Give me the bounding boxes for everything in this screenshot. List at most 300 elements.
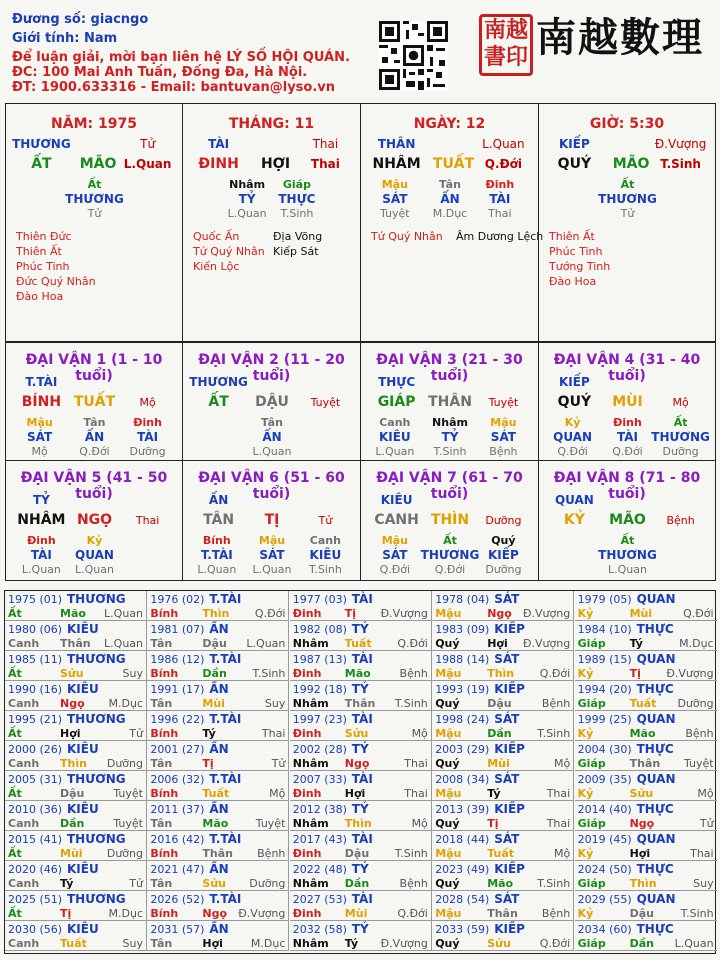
- hidden-stem: Mậu: [258, 534, 286, 547]
- star-item: Kiếp Sát: [273, 245, 319, 258]
- dai-van-cell[interactable]: [538, 460, 716, 581]
- year-god: THƯƠNG: [67, 832, 126, 846]
- year-stem: Bính: [150, 667, 179, 680]
- hidden-stem: Tân: [261, 416, 283, 429]
- year-branch: Thìn: [487, 667, 515, 680]
- year-branch: Tuất: [60, 937, 87, 950]
- life-stage: T.Sinh: [280, 207, 314, 220]
- year-cell[interactable]: [575, 711, 717, 741]
- year-cell[interactable]: [147, 741, 289, 771]
- year-stage: Dưỡng: [249, 877, 286, 890]
- hidden-stem: Ất: [87, 178, 102, 191]
- year-branch: Thân: [487, 907, 518, 920]
- year-cell[interactable]: [575, 651, 717, 681]
- year-cell[interactable]: [432, 771, 574, 801]
- year-cell[interactable]: [147, 891, 289, 921]
- year-stage: Thai: [261, 727, 286, 740]
- year-branch: Tị: [487, 817, 499, 830]
- year-cell[interactable]: [290, 891, 432, 921]
- year-stage: Thai: [404, 787, 428, 800]
- chi-god: Tử: [140, 137, 156, 151]
- year-branch: Tý: [202, 727, 216, 740]
- year-cell[interactable]: [5, 591, 147, 621]
- year-cell[interactable]: [290, 651, 432, 681]
- year-branch: Sửu: [487, 937, 511, 950]
- heavenly-stem: ẤT: [31, 156, 52, 172]
- dai-van-title: ĐẠI VẬN 1 (1 - 10 tuổi): [25, 352, 163, 384]
- year-label: 1975 (01): [8, 593, 63, 606]
- earthly-branch: TUẤT: [73, 394, 116, 410]
- year-stage: Mộ: [269, 787, 286, 800]
- year-stem: Ất: [8, 727, 22, 740]
- year-branch: Tuất: [202, 787, 230, 800]
- hidden-god: ẤN: [440, 192, 460, 206]
- year-branch: Dậu: [60, 787, 85, 800]
- year-stage: Tuyệt: [255, 817, 286, 830]
- dai-van-cell[interactable]: [360, 342, 539, 461]
- dai-van-title: ĐẠI VẬN 7 (61 - 70 tuổi): [376, 470, 523, 502]
- dai-van-cell[interactable]: [5, 460, 183, 581]
- year-god: TỶ: [351, 862, 369, 876]
- year-cell[interactable]: [5, 711, 147, 741]
- hidden-stem: Tân: [83, 416, 106, 429]
- lien-he-text[interactable]: ĐT: 1900.633316 - Email: bantuvan@lyso.vn: [12, 80, 336, 95]
- year-stem: Canh: [8, 637, 40, 650]
- year-label: 2010 (36): [8, 803, 63, 816]
- year-label: 2006 (32): [150, 773, 205, 786]
- dia-chi-text: ĐC: 100 Mai Anh Tuấn, Đống Đa, Hà Nội.: [12, 65, 308, 80]
- hidden-god: SÁT: [27, 430, 53, 444]
- year-stem: Giáp: [577, 817, 606, 830]
- year-branch: Dần: [202, 667, 227, 680]
- year-god: ẤN: [209, 742, 229, 756]
- year-label: 1995 (21): [8, 713, 63, 726]
- year-label: 2025 (51): [8, 893, 63, 906]
- year-cell[interactable]: [290, 741, 432, 771]
- year-god: THỰC: [636, 802, 674, 816]
- earthly-branch: THÂN: [428, 394, 472, 410]
- year-branch: Ngọ: [60, 697, 85, 710]
- year-label: 2031 (57): [150, 923, 205, 936]
- dai-van-cell[interactable]: [538, 342, 716, 461]
- year-label: 2016 (42): [150, 833, 205, 846]
- year-god: KIẾP: [494, 682, 525, 696]
- heavenly-stem: ẤT: [208, 394, 229, 410]
- year-cell[interactable]: [290, 831, 432, 861]
- year-label: 1987 (13): [292, 653, 347, 666]
- dai-van-cell[interactable]: [360, 460, 539, 581]
- year-god: KIÊU: [67, 922, 99, 936]
- year-cell[interactable]: [432, 711, 574, 741]
- year-branch: Thìn: [344, 817, 372, 830]
- year-branch: Dậu: [629, 907, 654, 920]
- year-label: 1992 (18): [292, 683, 347, 696]
- year-stage: T.Sinh: [252, 667, 286, 680]
- year-branch: Thân: [629, 757, 661, 770]
- year-branch: Mùi: [344, 907, 368, 920]
- year-branch: Ngọ: [202, 907, 228, 920]
- year-label: 2030 (56): [8, 923, 63, 936]
- year-cell[interactable]: [290, 621, 432, 651]
- year-stem: Đinh: [292, 727, 322, 740]
- year-label: 2018 (44): [435, 833, 490, 846]
- year-cell[interactable]: [575, 921, 717, 951]
- year-label: 2023 (49): [435, 863, 490, 876]
- year-label: 1986 (12): [150, 653, 205, 666]
- year-cell[interactable]: [432, 861, 574, 891]
- life-stage: Thai: [488, 207, 512, 220]
- hidden-god: THƯƠNG: [651, 430, 710, 444]
- star-item: Thiên Đức: [16, 230, 72, 243]
- year-stage: Mộ: [697, 787, 714, 800]
- year-god: T.TÀI: [209, 832, 242, 846]
- year-stem: Ất: [8, 607, 22, 620]
- hidden-stem: Mậu: [381, 178, 408, 191]
- year-god: KIẾP: [494, 802, 525, 816]
- year-cell[interactable]: [432, 741, 574, 771]
- year-cell[interactable]: [147, 771, 289, 801]
- year-stage: Q.Đới: [539, 937, 571, 950]
- year-cell[interactable]: [575, 891, 717, 921]
- year-god: TÀI: [351, 832, 373, 846]
- year-cell[interactable]: [575, 681, 717, 711]
- year-label: 1988 (14): [435, 653, 490, 666]
- year-label: 2004 (30): [577, 743, 632, 756]
- year-label: 1979 (05): [577, 593, 632, 606]
- earthly-branch: TUẤT: [432, 156, 475, 172]
- year-god: QUAN: [636, 592, 676, 606]
- hidden-god: ẤN: [84, 430, 105, 444]
- chi-star: L.Quan: [123, 157, 172, 171]
- year-cell[interactable]: [5, 921, 147, 951]
- year-god: QUAN: [636, 772, 676, 786]
- year-cell[interactable]: [575, 591, 717, 621]
- year-stage: Tuyệt: [113, 817, 143, 830]
- pillar-cell[interactable]: [5, 103, 183, 342]
- year-stage: Thai: [546, 787, 571, 800]
- year-stage: Bệnh: [399, 877, 428, 890]
- year-branch: Mão: [487, 877, 514, 890]
- year-cell[interactable]: [5, 831, 147, 861]
- hidden-stem: Ất: [620, 178, 635, 191]
- year-label: 2033 (59): [435, 923, 490, 936]
- year-stem: Nhâm: [292, 817, 329, 830]
- can-god: THÂN: [377, 137, 416, 151]
- year-stem: Quý: [435, 937, 460, 950]
- year-god: THỰC: [636, 922, 674, 936]
- year-cell[interactable]: [290, 771, 432, 801]
- star-item: Quốc Ấn: [193, 230, 240, 243]
- year-cell[interactable]: [147, 861, 289, 891]
- year-label: 2012 (38): [292, 803, 347, 816]
- year-stage: M.Dục: [108, 907, 143, 920]
- year-god: KIẾP: [494, 742, 525, 756]
- year-label: 2007 (33): [292, 773, 347, 786]
- year-god: THƯƠNG: [67, 712, 126, 726]
- year-cell[interactable]: [147, 831, 289, 861]
- year-label: 2009 (35): [577, 773, 632, 786]
- hidden-stage: Mộ: [31, 445, 48, 458]
- year-god: ẤN: [209, 682, 229, 696]
- year-stage: Bệnh: [541, 697, 571, 710]
- hidden-stem: Kỷ: [86, 534, 103, 547]
- year-god: QUAN: [636, 892, 676, 906]
- year-stem: Bính: [150, 607, 179, 620]
- year-god: TỶ: [351, 682, 369, 696]
- qr-code-icon[interactable]: [379, 21, 448, 90]
- year-stem: Nhâm: [292, 757, 329, 770]
- year-cell[interactable]: [575, 801, 717, 831]
- year-cell[interactable]: [290, 921, 432, 951]
- year-branch: Dần: [60, 817, 85, 830]
- year-stem: Kỷ: [577, 667, 594, 680]
- earthly-branch: MÃO: [609, 512, 646, 528]
- hidden-stage: L.Quan: [75, 563, 114, 576]
- year-stage: Đ.Vượng: [666, 667, 714, 680]
- year-cell[interactable]: [290, 591, 432, 621]
- year-stage: Q.Đới: [397, 637, 428, 650]
- hidden-stem: Quý: [491, 534, 516, 547]
- hidden-god: QUAN: [553, 430, 593, 444]
- year-stage: Tử: [699, 817, 714, 830]
- year-cell[interactable]: [290, 711, 432, 741]
- hidden-god: SÁT: [490, 430, 516, 444]
- year-god: ẤN: [209, 802, 229, 816]
- life-stage: Tuyệt: [310, 396, 341, 409]
- year-god: SÁT: [494, 892, 520, 906]
- pillar-title: GIỜ: 5:30: [589, 116, 665, 132]
- year-stem: Kỷ: [577, 907, 594, 920]
- year-stem: Mậu: [435, 847, 462, 860]
- year-cell[interactable]: [5, 801, 147, 831]
- year-cell[interactable]: [147, 681, 289, 711]
- year-label: 2017 (43): [292, 833, 347, 846]
- dai-van-title: ĐẠI VẬN 2 (11 - 20 tuổi): [198, 352, 345, 384]
- year-god: T.TÀI: [209, 592, 242, 606]
- heavenly-stem: NHÂM: [17, 512, 66, 528]
- hidden-god: TÀI: [489, 192, 511, 206]
- header: [0, 0, 720, 100]
- year-branch: Tuất: [344, 637, 372, 650]
- hidden-stem: Tân: [439, 178, 461, 191]
- year-god: THƯƠNG: [67, 892, 126, 906]
- year-god: TÀI: [351, 652, 373, 666]
- year-cell[interactable]: [5, 681, 147, 711]
- life-stage: Bệnh: [666, 514, 695, 527]
- year-cell[interactable]: [432, 801, 574, 831]
- earthly-branch: MÙI: [612, 394, 643, 410]
- year-label: 1990 (16): [8, 683, 63, 696]
- year-stage: Mộ: [553, 757, 571, 770]
- year-branch: Hợi: [344, 787, 366, 800]
- year-god: KIÊU: [67, 802, 99, 816]
- hidden-stage: Q.Đới: [557, 445, 588, 458]
- year-cell[interactable]: [432, 621, 574, 651]
- dai-van-title: ĐẠI VẬN 5 (41 - 50 tuổi): [20, 470, 168, 502]
- year-cell[interactable]: [432, 891, 574, 921]
- hidden-stage: T.Sinh: [433, 445, 467, 458]
- year-stem: Giáp: [577, 637, 606, 650]
- year-stem: Kỷ: [577, 847, 594, 860]
- year-cell[interactable]: [432, 681, 574, 711]
- year-branch: Thân: [60, 637, 91, 650]
- hidden-god: KIÊU: [309, 548, 342, 562]
- year-stage: Tử: [271, 757, 286, 770]
- year-cell[interactable]: [147, 801, 289, 831]
- year-cell[interactable]: [575, 861, 717, 891]
- year-cell[interactable]: [5, 771, 147, 801]
- life-stage: M.Dục: [432, 207, 468, 220]
- hidden-god: THỰC: [278, 192, 316, 206]
- year-god: TỶ: [351, 622, 369, 636]
- year-cell[interactable]: [147, 711, 289, 741]
- year-cell[interactable]: [5, 891, 147, 921]
- year-stage: Q.Đới: [683, 607, 714, 620]
- year-label: 1981 (07): [150, 623, 205, 636]
- year-stage: Mộ: [411, 727, 428, 740]
- year-stage: M.Dục: [250, 937, 286, 950]
- hidden-god: SÁT: [382, 192, 408, 206]
- year-stem: Canh: [8, 937, 40, 950]
- hidden-stem: Mậu: [490, 416, 517, 429]
- year-branch: Tý: [487, 787, 501, 800]
- hidden-stem: Nhâm: [229, 178, 266, 191]
- year-stem: Mậu: [435, 607, 462, 620]
- dai-van-cell[interactable]: [182, 460, 361, 581]
- year-cell[interactable]: [5, 621, 147, 651]
- year-branch: Hợi: [202, 937, 223, 950]
- year-cell[interactable]: [147, 621, 289, 651]
- dai-van-title: ĐẠI VẬN 8 (71 - 80 tuổi): [553, 470, 701, 502]
- pillar-cell[interactable]: [182, 103, 361, 342]
- year-stem: Bính: [150, 727, 179, 740]
- year-god: QUAN: [636, 652, 676, 666]
- year-stem: Giáp: [577, 937, 606, 950]
- heavenly-stem: CANH: [374, 512, 419, 528]
- star-item: Địa Võng: [273, 230, 323, 243]
- year-stage: Đ.Vượng: [238, 907, 286, 920]
- star-item: Kiến Lộc: [193, 260, 240, 273]
- year-cell[interactable]: [290, 801, 432, 831]
- year-cell[interactable]: [575, 741, 717, 771]
- year-cell[interactable]: [575, 771, 717, 801]
- year-cell[interactable]: [432, 591, 574, 621]
- year-label: 2022 (48): [292, 863, 347, 876]
- year-god: SÁT: [494, 772, 520, 786]
- hidden-stage: L.Quan: [252, 445, 292, 458]
- year-cell[interactable]: [575, 621, 717, 651]
- heavenly-stem: QUÝ: [557, 394, 592, 410]
- year-cell[interactable]: [432, 651, 574, 681]
- hidden-stage: Q.Đới: [434, 563, 466, 576]
- year-branch: Ngọ: [344, 757, 370, 770]
- dai-van-god: ẤN: [208, 493, 229, 507]
- star-item: Đào Hoa: [16, 290, 64, 303]
- year-stem: Quý: [435, 757, 460, 770]
- year-branch: Mùi: [202, 697, 225, 710]
- year-god: THỰC: [636, 622, 674, 636]
- year-stem: Mậu: [435, 787, 462, 800]
- year-cell[interactable]: [290, 681, 432, 711]
- year-stage: Q.Đới: [397, 907, 428, 920]
- year-label: 2026 (52): [150, 893, 205, 906]
- year-stem: Tân: [150, 877, 173, 890]
- pillar-cell[interactable]: [538, 103, 716, 342]
- pillar-cell[interactable]: [360, 103, 544, 342]
- life-stage: Tuyệt: [380, 207, 410, 220]
- hidden-stage: Q.Đới: [79, 445, 110, 458]
- dai-van-cell[interactable]: [182, 342, 361, 461]
- earthly-branch: HỢI: [260, 156, 291, 172]
- year-god: THƯƠNG: [67, 652, 126, 666]
- year-god: KIÊU: [67, 622, 99, 636]
- year-stem: Quý: [435, 817, 460, 830]
- year-cell[interactable]: [147, 651, 289, 681]
- year-label: 1983 (09): [435, 623, 490, 636]
- year-stem: Mậu: [435, 667, 462, 680]
- year-branch: Hợi: [487, 637, 508, 650]
- year-stem: Giáp: [577, 877, 606, 890]
- year-branch: Ngọ: [487, 607, 512, 620]
- year-god: KIÊU: [67, 682, 99, 696]
- year-cell[interactable]: [575, 831, 717, 861]
- year-cell[interactable]: [432, 831, 574, 861]
- year-stage: Tử: [129, 877, 143, 890]
- year-god: THƯƠNG: [67, 592, 126, 606]
- year-stem: Tân: [150, 757, 173, 770]
- year-god: THỰC: [636, 862, 674, 876]
- year-god: T.TÀI: [209, 712, 242, 726]
- can-god: THƯƠNG: [12, 137, 71, 151]
- year-cell[interactable]: [432, 921, 574, 951]
- year-label: 2014 (40): [577, 803, 632, 816]
- heavenly-stem: QUÝ: [557, 156, 592, 172]
- year-god: SÁT: [494, 832, 520, 846]
- year-stem: Quý: [435, 877, 460, 890]
- year-stem: Kỷ: [577, 607, 594, 620]
- year-god: TÀI: [351, 772, 373, 786]
- year-label: 2028 (54): [435, 893, 490, 906]
- earthly-branch: TỊ: [264, 512, 280, 528]
- year-cell[interactable]: [5, 651, 147, 681]
- year-stage: L.Quan: [246, 637, 286, 650]
- year-cell[interactable]: [147, 921, 289, 951]
- year-label: 1998 (24): [435, 713, 490, 726]
- earthly-branch: THÌN: [430, 512, 470, 528]
- year-cell[interactable]: [147, 591, 289, 621]
- year-branch: Sửu: [344, 727, 369, 740]
- hidden-stem: Canh: [379, 416, 411, 429]
- heavenly-stem: GIÁP: [377, 394, 416, 410]
- earthly-branch: MÃO: [612, 156, 650, 172]
- year-cell[interactable]: [5, 861, 147, 891]
- year-stage: Tuyệt: [113, 787, 143, 800]
- dai-van-cell[interactable]: [5, 342, 183, 461]
- year-branch: Sửu: [60, 667, 84, 680]
- year-stage: M.Dục: [679, 637, 714, 650]
- year-god: TỶ: [351, 802, 369, 816]
- star-item: Tứ Quý Nhân: [371, 230, 443, 243]
- year-god: TỶ: [351, 922, 369, 936]
- year-label: 2020 (46): [8, 863, 63, 876]
- year-god: ẤN: [209, 622, 229, 636]
- heavenly-stem: KỶ: [563, 512, 585, 528]
- year-stem: Tân: [150, 697, 173, 710]
- year-cell[interactable]: [290, 861, 432, 891]
- year-stem: Đinh: [292, 907, 322, 920]
- year-cell[interactable]: [5, 741, 147, 771]
- year-stage: Mộ: [553, 847, 571, 860]
